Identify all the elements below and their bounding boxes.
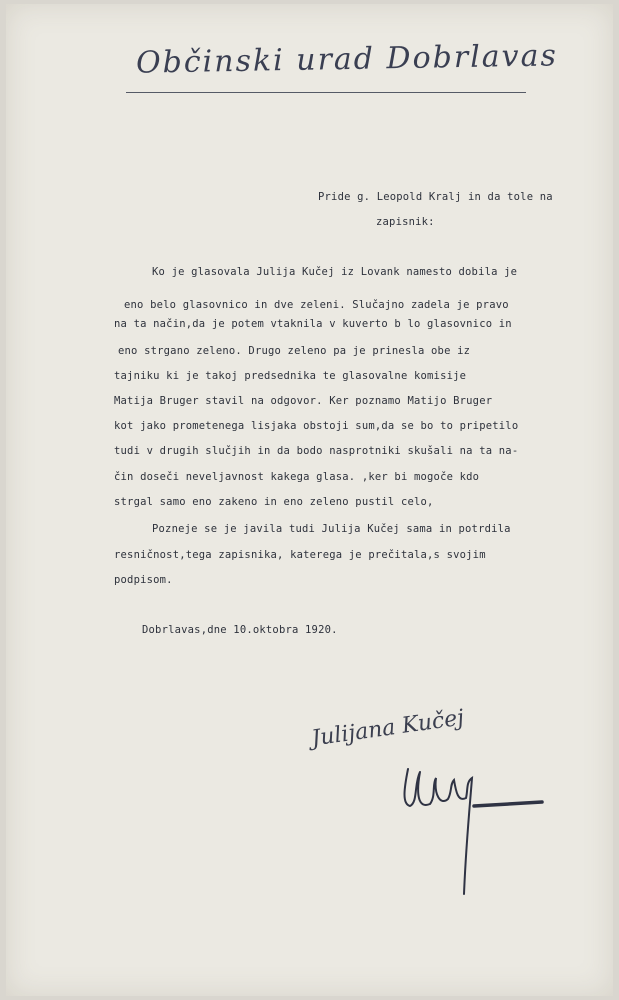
body-line-10: strgal samo eno zakeno in eno zeleno pustil celo, <box>114 496 434 508</box>
body-line-1: Ko je glasovala Julija Kučej iz Lovank namesto dobila je <box>152 266 518 278</box>
closing-line-2: resničnost,tega zapisnika, katerega je prečitala,s svojim <box>114 549 486 561</box>
intro-line-1: Pride g. Leopold Kralj in da tole na <box>318 191 553 203</box>
intro-line-2: zapisnik: <box>376 216 435 228</box>
body-line-9: čin doseči neveljavnost kakega glasa. ,ker bi mogoče kdo <box>114 471 480 483</box>
body-line-2: eno belo glasovnico in dve zeleni. Slučajno zadela je pravo <box>124 299 509 311</box>
body-line-5: tajniku ki je takoj predsednika te glasovalne komisije <box>114 370 467 382</box>
date-line: Dobrlavas,dne 10.oktobra 1920. <box>142 624 338 636</box>
body-line-6: Matija Bruger stavil na odgovor. Ker poznamo Matijo Bruger <box>114 395 493 407</box>
body-line-7: kot jako prometenega lisjaka obstoji sum,da se bo to pripetilo <box>114 420 519 432</box>
header-underline <box>126 92 526 93</box>
body-line-3: na ta način,da je potem vtaknila v kuverto b lo glasovnico in <box>114 318 512 330</box>
signature-kralj <box>396 744 556 904</box>
closing-line-1: Pozneje se je javila tudi Julija Kučej sama in potrdila <box>152 523 511 535</box>
handwritten-header: Občinski urad Dobrlavas <box>135 38 559 81</box>
document-page <box>6 4 613 996</box>
closing-line-3: podpisom. <box>114 574 173 586</box>
body-line-4: eno strgano zeleno. Drugo zeleno pa je prinesla obe iz <box>118 345 471 357</box>
signature-julijana: Julijana Kučej <box>310 705 466 752</box>
body-line-8: tudi v drugih slučjih in da bodo nasprotniki skušali na ta na- <box>114 445 519 457</box>
